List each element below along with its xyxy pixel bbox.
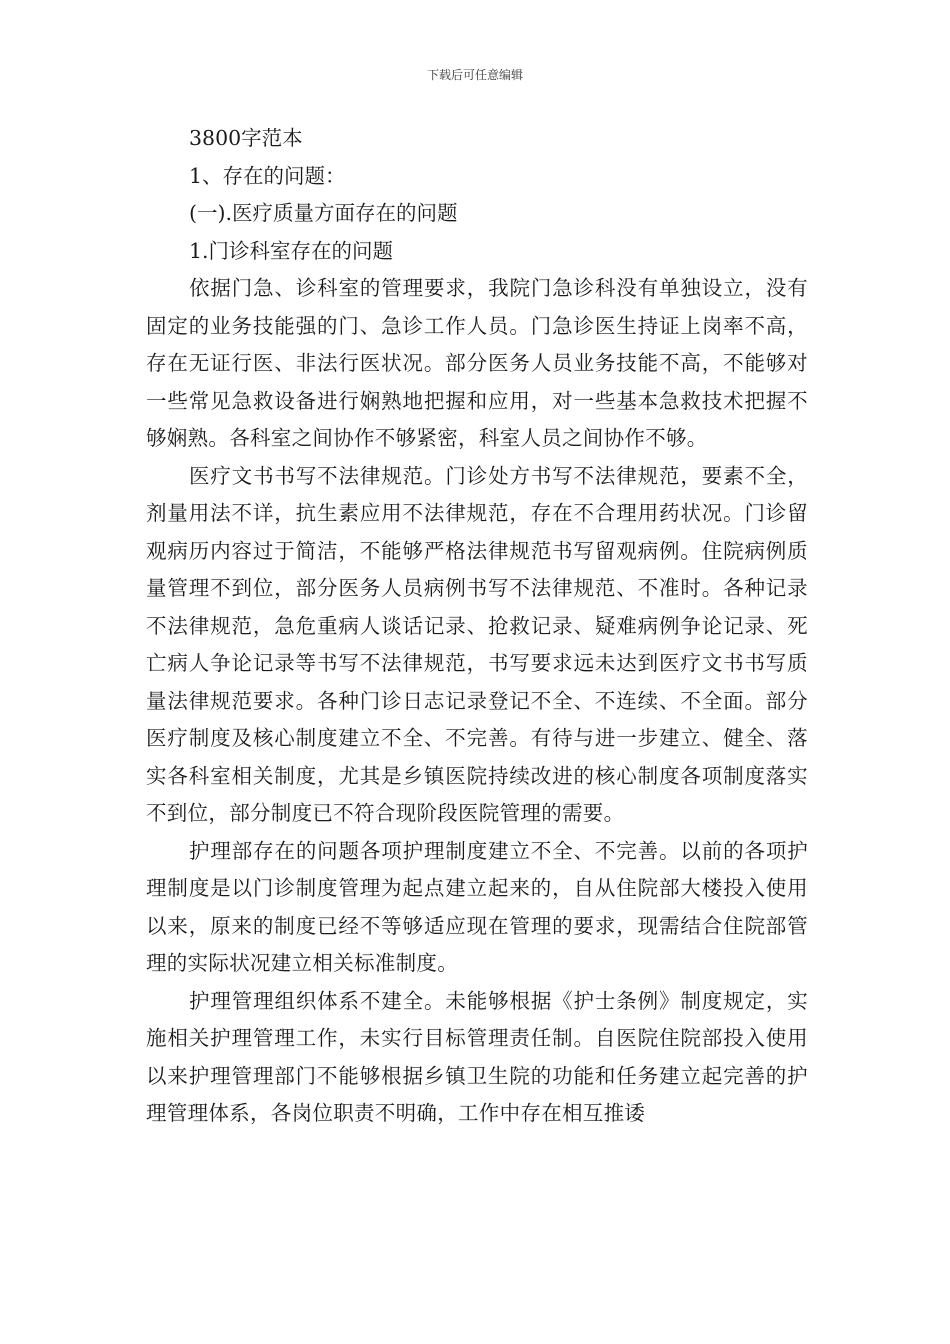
paragraph-outpatient: 依据门急、诊科室的管理要求，我院门急诊科没有单独设立，没有固定的业务技能强的门、急诊工作人员。门急诊医生持证上岗率不高，存在无证行医、非法行医状况。部分医务人员业务技能不高，不能够对一些常见急救设备进行娴熟地把握和应用，对一些基本急救技术把握不够娴熟。各科室之间协作不够紧密，科室人员之间协作不够。 [146,276,808,450]
paragraph-nursing-management: 护理管理组织体系不建全。未能够根据《护士条例》制度规定，实施相关护理管理工作，未实行目标管理责任制。自医院住院部投入使用以来护理管理部门不能够根据乡镇卫生院的功能和任务建立起完善的护理管理体系，各岗位职责不明确，工作中存在相互推诿 [146,988,808,1125]
paragraph-medical-documents: 医疗文书书写不法律规范。门诊处方书写不法律规范，要素不全，剂量用法不详，抗生素应用不法律规范，存在不合理用药状况。门诊留观病历内容过于简洁，不能够严格法律规范书写留观病例。住院病例质量管理不到位，部分医务人员病例书写不法律规范、不准时。各种记录不法律规范，急危重病人谈话记录、抢救记录、疑难病例争论记录、死亡病人争论记录等书写不法律规范，书写要求远未达到医疗文书书写质量法律规范要求。各种门诊日志记录登记不全、不连续、不全面。部分医疗制度及核心制度建立不全、不完善。有待与进一步建立、健全、落实各科室相关制度，尤其是乡镇医院持续改进的核心制度各项制度落实不到位，部分制度已不符合现阶段医院管理的需要。 [146,463,808,825]
section-heading: 1、存在的问题： [189,163,346,188]
doc-title: 3800字范本 [189,126,303,150]
paragraph-nursing-department: 护理部存在的问题各项护理制度建立不全、不完善。以前的各项护理制度是以门诊制度管理为起点建立起来的，自从住院部大楼投入使用以来，原来的制度已经不等够适应现在管理的要求，现需结合住院部管理的实际状况建立相关标准制度。 [146,838,808,975]
page-header: 下载后可任意编辑 [426,68,523,82]
subsection-heading: (一).医疗质量方面存在的问题 [189,201,458,225]
document-body [146,120,808,1133]
sub-subsection-heading: 1.门诊科室存在的问题 [189,238,394,263]
